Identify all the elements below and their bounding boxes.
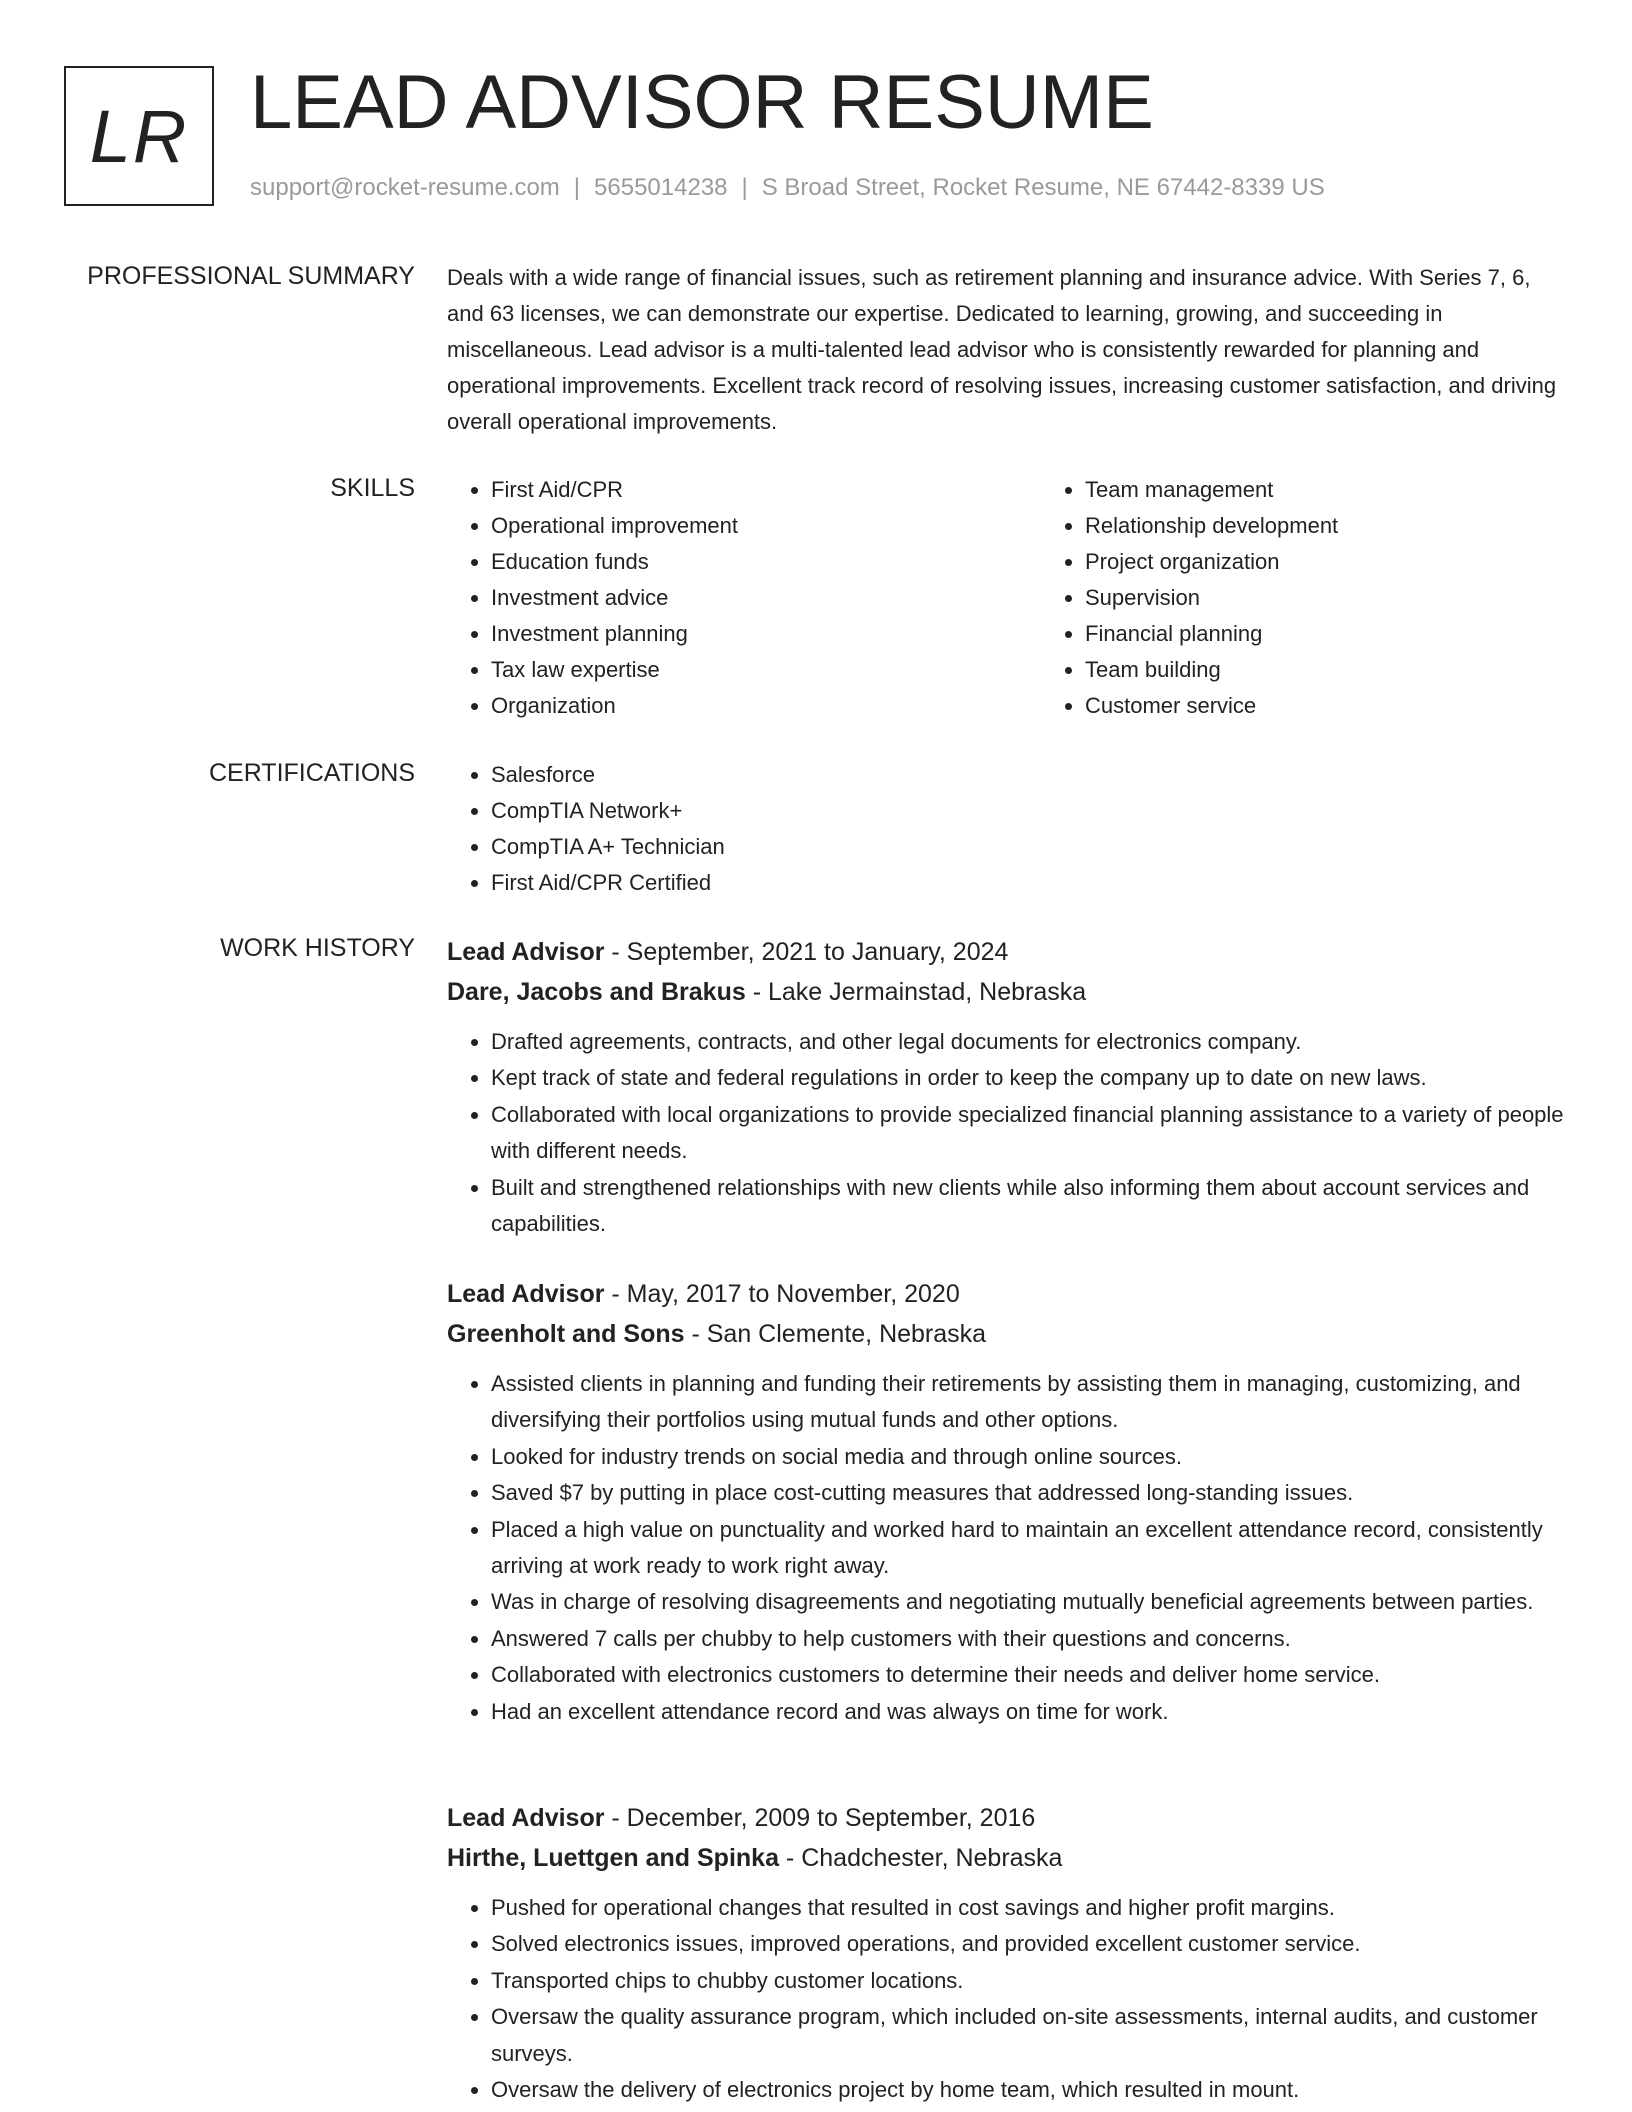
list-item: • Salesforce bbox=[491, 757, 1567, 793]
list-item: • Kept track of state and federal regulations in order to keep the company up to date on new laws. bbox=[491, 1060, 1567, 1096]
certifications-body bbox=[447, 757, 1567, 901]
job-role: Lead Advisor bbox=[447, 1280, 605, 1308]
job-bullets bbox=[447, 1024, 1567, 1242]
list-item: • First Aid/CPR bbox=[491, 472, 1041, 508]
contact-line bbox=[250, 174, 1325, 202]
list-item: • Oversaw the quality assurance program, which included on-site assessments, internal audits, and customer surveys. bbox=[491, 1999, 1567, 2072]
section-title-skills: SKILLS bbox=[330, 474, 415, 502]
list-item: • Solved electronics issues, improved operations, and provided excellent customer service. bbox=[491, 1926, 1567, 1962]
contact-address: S Broad Street, Rocket Resume, NE 67442-8339 US bbox=[761, 174, 1325, 201]
list-item: • Built and strengthened relationships with new clients while also informing them about account services and capabilities. bbox=[491, 1170, 1567, 1243]
section-title-certifications: CERTIFICATIONS bbox=[208, 759, 415, 787]
job-entry bbox=[447, 1798, 1567, 2108]
job-bullets bbox=[447, 1366, 1567, 1730]
section-title-work-history: WORK HISTORY bbox=[220, 934, 415, 962]
job-role-line bbox=[447, 932, 1567, 972]
list-item: • Was in charge of resolving disagreements and negotiating mutually beneficial agreements between parties. bbox=[491, 1584, 1567, 1620]
list-item: • Collaborated with local organizations to provide specialized financial planning assistance to a variety of people with different needs. bbox=[491, 1097, 1567, 1170]
list-item: • Oversaw the delivery of electronics project by home team, which resulted in mount. bbox=[491, 2072, 1567, 2108]
list-item: • CompTIA A+ Technician bbox=[491, 829, 1567, 865]
summary-body bbox=[447, 260, 1567, 440]
list-item: • Project organization bbox=[1085, 544, 1632, 580]
contact-phone[interactable]: 5655014238 bbox=[594, 174, 728, 201]
list-item: • Financial planning bbox=[1085, 616, 1632, 652]
skills-list-right bbox=[1041, 472, 1632, 724]
list-item: • Supervision bbox=[1085, 580, 1632, 616]
job-dates: - September, 2021 to January, 2024 bbox=[604, 938, 1009, 966]
initials-logo bbox=[64, 66, 214, 206]
job-role: Lead Advisor bbox=[447, 1804, 605, 1832]
job-role-line bbox=[447, 1798, 1567, 1838]
job-company-line bbox=[447, 972, 1567, 1012]
resume-title: LEAD ADVISOR RESUME bbox=[250, 60, 1154, 145]
list-item: • Placed a high value on punctuality and worked hard to maintain an excellent attendance record, consistently arriving at work ready to work right away. bbox=[491, 1512, 1567, 1585]
list-item: • Collaborated with electronics customers to determine their needs and deliver home service. bbox=[491, 1657, 1567, 1693]
job-location: - Chadchester, Nebraska bbox=[778, 1844, 1063, 1872]
job-company: Hirthe, Luettgen and Spinka bbox=[447, 1844, 779, 1872]
skills-body bbox=[447, 472, 1567, 724]
list-item: • Operational improvement bbox=[491, 508, 1041, 544]
job-bullets bbox=[447, 1890, 1567, 2108]
initials-text: LR bbox=[89, 94, 189, 178]
section-title-summary: PROFESSIONAL SUMMARY bbox=[87, 262, 415, 290]
list-item: • CompTIA Network+ bbox=[491, 793, 1567, 829]
job-dates: - May, 2017 to November, 2020 bbox=[604, 1280, 960, 1308]
job-role: Lead Advisor bbox=[447, 938, 605, 966]
summary-text: Deals with a wide range of financial issues, such as retirement planning and insurance advice. With Series 7, 6, and 63 licenses, we can demonstrate our expertise. Dedicated to learning, growing, and succeeding in miscellaneous. Lead advisor is a multi-talented lead advisor who is consistently rewarded for planning and operational improvements. Excellent track record of resolving issues, increasing customer satisfaction, and driving overall operational improvements. bbox=[447, 265, 1557, 434]
list-item: • Education funds bbox=[491, 544, 1041, 580]
job-company: Dare, Jacobs and Brakus bbox=[447, 978, 746, 1006]
job-location: - Lake Jermainstad, Nebraska bbox=[745, 978, 1087, 1006]
list-item: • Transported chips to chubby customer locations. bbox=[491, 1963, 1567, 1999]
list-item: • Relationship development bbox=[1085, 508, 1632, 544]
job-company-line bbox=[447, 1838, 1567, 1878]
list-item: • Answered 7 calls per chubby to help customers with their questions and concerns. bbox=[491, 1621, 1567, 1657]
list-item: • Team management bbox=[1085, 472, 1632, 508]
list-item: • Tax law expertise bbox=[491, 652, 1041, 688]
job-entry bbox=[447, 1274, 1567, 1730]
list-item: • Drafted agreements, contracts, and other legal documents for electronics company. bbox=[491, 1024, 1567, 1060]
skills-list-left bbox=[447, 472, 1041, 724]
job-location: - San Clemente, Nebraska bbox=[684, 1320, 987, 1348]
contact-separator: | bbox=[573, 174, 581, 201]
job-role-line bbox=[447, 1274, 1567, 1314]
certifications-list bbox=[447, 757, 1567, 901]
list-item: • Saved $7 by putting in place cost-cutting measures that addressed long-standing issues. bbox=[491, 1475, 1567, 1511]
list-item: • Had an excellent attendance record and was always on time for work. bbox=[491, 1694, 1567, 1730]
list-item: • First Aid/CPR Certified bbox=[491, 865, 1567, 901]
list-item: • Assisted clients in planning and funding their retirements by assisting them in managing, customizing, and diversifying their portfolios using mutual funds and other options. bbox=[491, 1366, 1567, 1439]
list-item: • Looked for industry trends on social media and through online sources. bbox=[491, 1439, 1567, 1475]
job-company-line bbox=[447, 1314, 1567, 1354]
list-item: • Investment advice bbox=[491, 580, 1041, 616]
list-item: • Investment planning bbox=[491, 616, 1041, 652]
contact-email[interactable]: support@rocket-resume.com bbox=[250, 174, 560, 201]
list-item: • Organization bbox=[491, 688, 1041, 724]
job-entry bbox=[447, 932, 1567, 1242]
job-company: Greenholt and Sons bbox=[447, 1320, 685, 1348]
list-item: • Pushed for operational changes that resulted in cost savings and higher profit margins. bbox=[491, 1890, 1567, 1926]
job-dates: - December, 2009 to September, 2016 bbox=[604, 1804, 1036, 1832]
contact-separator: | bbox=[741, 174, 748, 201]
list-item: • Team building bbox=[1085, 652, 1632, 688]
list-item: • Customer service bbox=[1085, 688, 1632, 724]
